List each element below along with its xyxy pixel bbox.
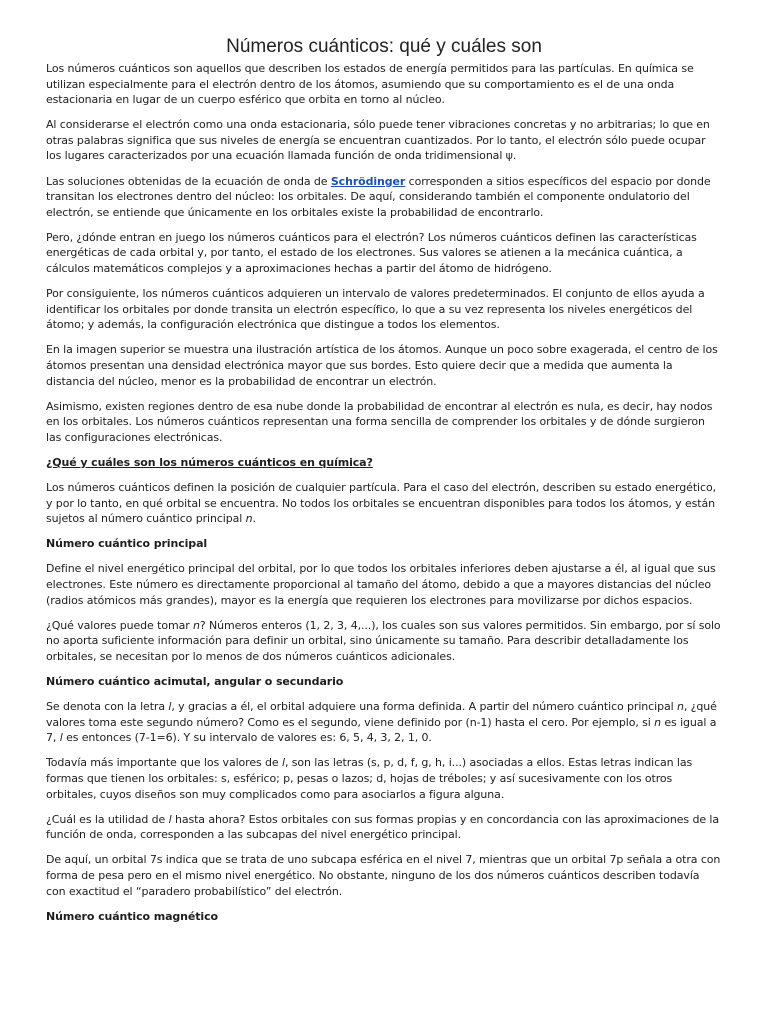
paragraph-consequence: Por consiguiente, los números cuánticos adquieren un intervalo de valores predeterminados. El conjunto de ellos ayuda a identificar los orbitales por donde transita un electrón específico, lo que a su vez representa los niveles energéticos del átomo; y además, la configuración electrónica que distingue a todos los elementos.	[46, 287, 705, 332]
variable-n: n	[654, 715, 661, 729]
document-body	[46, 61, 722, 934]
section-heading-azimuthal: Número cuántico acimutal, angular o secundario	[46, 675, 344, 688]
text-segment: Los números cuánticos definen la posición de cualquier partícula. Para el caso del electrón, describen su estado energético, y por lo tanto, en qué orbital se encuentra. No todos los orbitales se encuentran disponibles para todos los átomos, y están sujetos al número cuántico principal	[46, 481, 716, 526]
text-segment: .	[252, 512, 256, 526]
text-segment: ? Números enteros (1, 2, 3, 4,...), los cuales son sus valores permitidos. Sin embargo, por sí solo no aporta suficiente información para definir un orbital, sino únicamente su tamaño. Para describir detalladamente los orbitales, se necesitan por lo menos de dos números cuánticos adicionales.	[46, 618, 721, 663]
paragraph-orbital-letters	[46, 755, 722, 802]
variable-l: l	[282, 756, 285, 770]
paragraph-intro: Los números cuánticos son aquellos que describen los estados de energía permitidos para las partículas. En química se utilizan especialmente para el electrón dentro de los átomos, asumiendo que su comportamiento es el de una onda estacionaria en lugar de un cuerpo esférico que orbita en torno al núcleo.	[46, 62, 694, 107]
section-heading-magnetic: Número cuántico magnético	[46, 909, 218, 923]
text-segment: Todavía más importante que los valores de	[46, 756, 282, 770]
text-segment: Las soluciones obtenidas de la ecuación de onda de	[46, 174, 331, 188]
paragraph-principal-values	[46, 618, 722, 665]
variable-n: n	[676, 700, 684, 714]
text-segment: corresponden a sitios específicos del espacio por donde transitan los electrones dentro del núcleo: los orbitales. De aquí, considerando también el componente ondulatorio del electrón, se entiende que únicamente en los orbitales existe la probabilidad de encontrarlo.	[46, 174, 711, 219]
paragraph-electron-question: Pero, ¿dónde entran en juego los números cuánticos para el electrón? Los números cuánticos definen las características energéticas de cada orbital y, por tanto, el estado de los electrones. Sus valores se atienen a la mecánica cuántica, a cálculos matemáticos complejos y a aproximaciones hechas a partir del átomo de hidrógeno.	[46, 230, 697, 276]
paragraph-utility	[46, 812, 722, 843]
variable-n: n	[193, 618, 200, 632]
text-segment: , son las letras (s, p, d, f, g, h, i...) asociadas a ellos. Estas letras indican las formas que tienen los orbitales: s, esférico; p, pesas o lazos; d, hojas de tréboles; y así sucesivamente con los otros orbitales, cuyos diseños son muy complicados como para asociarlos a figura alguna.	[46, 756, 693, 801]
paragraph-subshells: De aquí, un orbital 7s indica que se trata de uno subcapa esférica en el nivel 7, mientras que un orbital 7p señala a otra con forma de pesa pero en el mismo nivel energético. No obstante, ninguno de los dos números cuánticos describen todavía con exactitud el “paradero probabilístico” del electrón.	[46, 853, 721, 898]
variable-l: l	[59, 731, 63, 745]
text-segment: , ¿qué valores toma este segundo número? Como es el segundo, viene definido por (n-1) hasta el cero. Por ejemplo, si	[46, 700, 717, 729]
variable-l: l	[168, 700, 172, 714]
schrodinger-link[interactable]: Schrödinger	[330, 174, 406, 188]
variable-l: l	[168, 812, 172, 826]
text-segment: hasta ahora? Estos orbitales con sus formas propias y en concordancia con las aproximaciones de la función de onda, corresponden a las subcapas del nivel energético principal.	[46, 812, 719, 842]
paragraph-standing-wave: Al considerarse el electrón como una onda estacionaria, sólo puede tener vibraciones concretas y no arbitrarias; lo que en otras palabras significa que sus niveles de energía se encuentran cuantizados. Por lo tanto, el electrón sólo puede ocupar los lugares caracterizados por una ecuación llamada función de onda tridimensional ψ.	[46, 118, 710, 163]
text-segment: Se denota con la letra	[46, 700, 169, 714]
paragraph-schrodinger	[46, 174, 722, 221]
paragraph-principal-definition: Define el nivel energético principal del orbital, por lo que todos los orbitales inferiores deben ajustarse a él, al igual que sus electrones. Este número es directamente proporcional al tamaño del átomo, debido a que a mayores distancias del núcleo (radios atómicos más grandes), mayor es la energía que requieren los electrones para movilizarse por dichos espacios.	[46, 562, 716, 607]
section-heading-what: ¿Qué y cuáles son los números cuánticos en química?	[46, 455, 373, 469]
text-segment: es igual a 7,	[46, 715, 717, 745]
text-segment: ¿Qué valores puede tomar	[46, 618, 194, 632]
text-segment: es entonces (7-1=6). Y su intervalo de valores es: 6, 5, 4, 3, 2, 1, 0.	[62, 731, 432, 745]
paragraph-azimuthal-definition	[46, 699, 722, 746]
text-segment: , y gracias a él, el orbital adquiere una forma definida. A partir del número cuántico principal	[171, 700, 677, 714]
paragraph-nodes: Asimismo, existen regiones dentro de esa nube donde la probabilidad de encontrar al electrón es nula, es decir, hay nodos en los orbitales. Los números cuánticos representan una forma sencilla de comprender los orbitales y de dónde surgieron las configuraciones electrónicas.	[46, 399, 713, 444]
section-heading-principal: Número cuántico principal	[46, 537, 208, 551]
page-title: Números cuánticos: qué y cuáles son	[226, 36, 542, 57]
paragraph-image-description: En la imagen superior se muestra una ilustración artística de los átomos. Aunque un poco sobre exagerada, el centro de los átomos presentan una densidad electrónica mayor que sus bordes. Esto quiere decir que a medida que aumenta la distancia del núcleo, menor es la probabilidad de encontrar un electrón.	[46, 343, 718, 388]
text-segment: ¿Cuál es la utilidad de	[46, 812, 169, 826]
paragraph-definition	[46, 480, 722, 527]
variable-n: n	[245, 512, 253, 526]
